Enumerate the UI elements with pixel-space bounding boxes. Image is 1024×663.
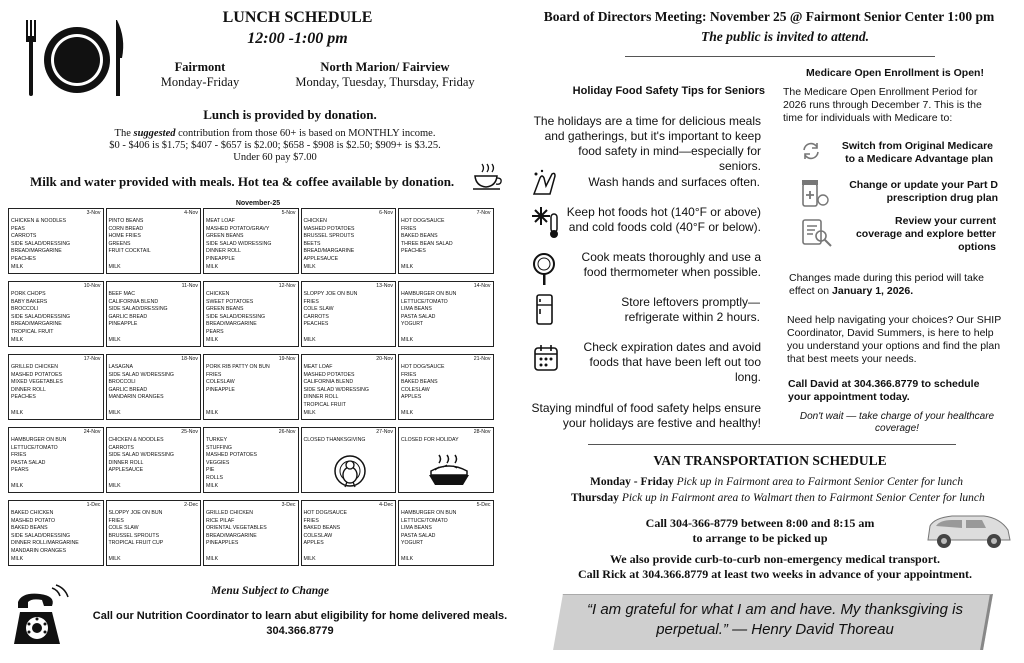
menu-item: BEETS xyxy=(303,240,321,247)
calendar-day-cell xyxy=(8,354,104,420)
menu-item: FRIES xyxy=(206,371,222,378)
public-invite-line: The public is invited to attend. xyxy=(701,29,869,44)
calendar-day-cell xyxy=(301,208,397,274)
calendar-day-cell xyxy=(301,500,397,566)
milk-label: MILK xyxy=(303,264,316,271)
calendar-date: 20-Nov xyxy=(376,356,393,362)
calendar-day-cell xyxy=(398,281,494,347)
milk-label: MILK xyxy=(11,264,24,271)
menu-items xyxy=(206,510,296,548)
menu-item: MEAT LOAF xyxy=(303,364,333,370)
menu-item: GREEN BEANS xyxy=(206,233,244,240)
milk-label: MILK xyxy=(108,410,121,417)
menu-item: CALIFORNIA BLEND xyxy=(108,298,159,305)
menu-items xyxy=(304,218,394,264)
refrigerator-icon xyxy=(535,294,555,331)
lunch-time: 12:00 -1:00 pm xyxy=(247,30,348,47)
switch-arrows-icon xyxy=(800,140,822,167)
location-north-marion xyxy=(285,60,485,90)
menu-item: GREENS xyxy=(108,240,131,247)
menu-item: LETTUCE/TOMATO xyxy=(401,298,448,305)
menu-item: PORK RIB PATTY ON BUN xyxy=(206,364,270,370)
menu-item: COLE SLAW xyxy=(303,306,334,313)
menu-item: BROCCOLI xyxy=(11,306,39,313)
location-fairmont xyxy=(140,60,260,90)
milk-label: MILK xyxy=(303,337,316,344)
medicare-title: Medicare Open Enrollment is Open! xyxy=(806,67,984,79)
menu-item: SIDE SALAD W/DRESSING xyxy=(206,240,272,247)
menu-item: LASAGNA xyxy=(108,364,134,370)
menu-item: PEACHES xyxy=(11,255,36,262)
menu-item: HOT DOG/SAUCE xyxy=(401,364,445,370)
menu-item: PINEAPPLES xyxy=(206,540,239,547)
menu-item: PIE xyxy=(206,467,215,474)
calendar-date: 3-Dec xyxy=(281,502,296,508)
menu-item: STUFFING xyxy=(206,444,232,451)
calendar-date: 28-Nov xyxy=(473,429,491,435)
menu-item: SWEET POTATOES xyxy=(206,298,254,305)
menu-item: MASHED POTATOES xyxy=(303,371,355,378)
menu-item: PEARS xyxy=(11,467,29,474)
under-60-line: Under 60 pay $7.00 xyxy=(233,152,317,163)
menu-item: PASTA SALAD xyxy=(401,313,436,320)
van-call xyxy=(620,516,900,546)
menu-items xyxy=(11,437,101,475)
menu-item: FRIES xyxy=(303,517,319,524)
menu-item: SIDE SALAD W/DRESSING xyxy=(303,386,369,393)
menu-item: TURKEY xyxy=(206,437,228,443)
milk-label: MILK xyxy=(206,337,219,344)
menu-item: PEARS xyxy=(206,328,224,335)
menu-item: GARLIC BREAD xyxy=(108,313,148,320)
menu-item: BAKED BEANS xyxy=(303,525,341,532)
calendar-day-cell xyxy=(301,281,397,347)
menu-items xyxy=(109,510,199,548)
menu-item: HAMBURGER ON BUN xyxy=(401,291,457,297)
calendar-month-label: November-25 xyxy=(235,200,281,207)
calendar-date: 26-Nov xyxy=(278,429,296,435)
menu-item: VEGGIES xyxy=(206,459,230,466)
food-safety-closing: Staying mindful of food safety helps ensure your holidays are festive and healthy! xyxy=(531,401,761,430)
menu-item: HOME FRIES xyxy=(108,233,141,240)
medicare-item-part-d: Change or update your Part D prescription drug plan xyxy=(849,179,998,204)
divider-van xyxy=(588,444,956,445)
menu-item: TROPICAL FRUIT CUP xyxy=(108,540,164,547)
menu-item: MASHED POTATOES xyxy=(206,452,258,459)
location-fairmont-days: Monday-Friday xyxy=(160,75,240,89)
menu-item: BAKED BEANS xyxy=(401,233,438,240)
menu-items xyxy=(401,437,491,445)
calendar-day-cell xyxy=(203,354,299,420)
calendar-day-cell xyxy=(106,208,202,274)
tip-hot-cold: Keep hot foods hot (140°F or above) and cold foods cold (40°F or below). xyxy=(566,205,761,234)
menu-items xyxy=(109,364,199,402)
contribution-line: The suggested contribution from those 60+ is based on MONTHLY income. xyxy=(114,128,436,139)
menu-item: APPLESAUCE xyxy=(108,467,144,474)
milk-label: MILK xyxy=(401,264,414,271)
menu-item: CARROTS xyxy=(11,233,37,240)
calendar-date: 13-Nov xyxy=(376,283,393,289)
calendar-date: 5-Nov xyxy=(281,210,296,216)
menu-item: PEACHES xyxy=(303,321,329,328)
food-safety-title: Holiday Food Safety Tips for Seniors xyxy=(572,85,765,97)
calendar-date: 17-Nov xyxy=(83,356,101,362)
menu-item: MASHED POTATOES xyxy=(11,371,63,378)
menu-item: BRUSSEL SPROUTS xyxy=(303,233,355,240)
milk-label: MILK xyxy=(303,556,316,563)
medicare-help: Need help navigating your choices? Our SHIP Coordinator, David Summers, is here to help you understand your options and find the plan that best meets your needs. xyxy=(787,314,1002,365)
menu-items xyxy=(11,510,101,556)
milk-label: MILK xyxy=(206,410,219,417)
menu-item: MEAT LOAF xyxy=(206,218,235,224)
menu-item: YOGURT xyxy=(401,540,424,547)
menu-item: FRIES xyxy=(108,517,124,524)
menu-item: PASTA SALAD xyxy=(11,459,46,466)
menu-item: DINNER ROLL xyxy=(303,394,339,401)
pie-icon xyxy=(427,453,471,493)
menu-item: CORN BREAD xyxy=(108,225,144,232)
location-north-marion-name: North Marion/ Fairview xyxy=(320,60,450,74)
turkey-icon xyxy=(330,453,370,493)
hand-wash-icon xyxy=(530,168,560,203)
menu-item: TROPICAL FRUIT xyxy=(11,328,54,335)
tip-wash-hands: Wash hands and surfaces often. xyxy=(588,175,760,189)
menu-item: BAKED BEANS xyxy=(11,525,48,532)
menu-items xyxy=(304,291,394,329)
menu-item: COLESLAW xyxy=(206,379,235,386)
menu-item: BEEF MAC xyxy=(108,291,136,297)
menu-item: BROCCOLI xyxy=(108,379,136,386)
menu-items xyxy=(401,510,491,548)
calendar-day-cell xyxy=(8,208,104,274)
menu-item: CLOSED THANKSGIVING xyxy=(303,437,366,443)
calendar-day-cell xyxy=(398,208,494,274)
menu-item: SLOPPY JOE ON BUN xyxy=(108,510,163,516)
nutrition-coordinator-note xyxy=(75,609,525,639)
calendar-icon xyxy=(533,344,559,377)
menu-item: DINNER ROLL xyxy=(206,248,241,255)
milk-label: MILK xyxy=(108,556,121,563)
calendar-day-cell xyxy=(301,427,397,493)
milk-label: MILK xyxy=(206,483,219,490)
menu-item: BREAD/MARGARINE xyxy=(11,321,62,328)
menu-item: SIDE SALAD/DRESSING xyxy=(108,306,168,313)
menu-item: BAKED BEANS xyxy=(401,379,438,386)
menu-item: SIDE SALAD W/DRESSING xyxy=(108,371,174,378)
menu-item: HOT DOG/SAUCE xyxy=(401,218,445,224)
menu-subject-note: Menu Subject to Change xyxy=(211,585,329,597)
menu-items xyxy=(206,218,296,264)
menu-item: ROLLS xyxy=(206,474,224,481)
van-schedule-mon-fri: Monday - Friday Pick up in Fairmont area to Fairmont Senior Center for lunch xyxy=(590,476,963,488)
menu-items xyxy=(304,437,394,445)
medicare-dont-wait: Don't wait — take charge of your healthcare coverage! xyxy=(799,411,995,434)
menu-item: COLESLAW xyxy=(303,532,333,539)
thoreau-quote: “I am grateful for what I am and have. My thanksgiving is perpetual.” — Henry David Thoreau xyxy=(586,601,963,638)
calendar-day-cell xyxy=(106,427,202,493)
calendar-day-cell xyxy=(398,427,494,493)
menu-items xyxy=(206,291,296,337)
menu-item: MANDARIN ORANGES xyxy=(108,394,164,401)
menu-item: MANDARIN ORANGES xyxy=(11,547,67,554)
milk-label: MILK xyxy=(108,337,121,344)
van-call-line2: to arrange to be picked up xyxy=(692,531,828,545)
calendar-date: 7-Nov xyxy=(476,210,491,216)
van-title: VAN TRANSPORTATION SCHEDULE xyxy=(653,453,887,468)
menu-item: CLOSED FOR HOLIDAY xyxy=(401,437,459,443)
calendar-date: 19-Nov xyxy=(278,356,296,362)
menu-item: SIDE SALAD W/DRESSING xyxy=(108,452,174,459)
milk-label: MILK xyxy=(108,264,121,271)
menu-items xyxy=(304,364,394,410)
milk-label: MILK xyxy=(11,556,24,563)
menu-items xyxy=(401,364,491,402)
menu-item: ORIENTAL VEGETABLES xyxy=(206,525,267,532)
medical-line2: Call Rick at 304.366.8779 at least two weeks in advance of your appointment. xyxy=(577,567,973,581)
menu-item: CHICKEN & NOODLES xyxy=(11,218,67,224)
menu-items xyxy=(401,218,491,256)
menu-item: FRUIT COCKTAIL xyxy=(108,248,151,255)
menu-items xyxy=(206,437,296,483)
calendar-day-cell xyxy=(8,500,104,566)
menu-item: DINNER ROLL xyxy=(108,459,144,466)
calendar-day-cell xyxy=(106,354,202,420)
menu-item: GRILLED CHICKEN xyxy=(11,364,58,370)
menu-items xyxy=(109,218,199,256)
menu-item: APPLESAUCE xyxy=(303,255,339,262)
menu-item: FRIES xyxy=(11,452,27,459)
calendar-date: 27-Nov xyxy=(376,429,393,435)
menu-item: GARLIC BREAD xyxy=(108,386,148,393)
medicare-item-switch: Switch from Original Medicare to a Medicare Advantage plan xyxy=(841,140,993,165)
location-north-marion-days: Monday, Tuesday, Thursday, Friday xyxy=(295,75,475,89)
medical-line1: We also provide curb-to-curb non-emergency medical transport. xyxy=(609,552,941,566)
calendar-date: 4-Nov xyxy=(184,210,198,216)
menu-item: SIDE SALAD/DRESSING xyxy=(206,313,266,320)
menu-items xyxy=(401,291,491,329)
calendar-day-cell xyxy=(301,354,397,420)
menu-item: HAMBURGER ON BUN xyxy=(401,510,457,516)
menu-item: BREAD/MARGARINE xyxy=(206,321,257,328)
medical-transport xyxy=(540,552,1010,582)
milk-label: MILK xyxy=(206,556,219,563)
coffee-cup-icon xyxy=(472,162,504,197)
menu-item: DINNER ROLL xyxy=(11,386,46,393)
nutrition-line: Call our Nutrition Coordinator to learn abut eligibility for home delivered meals. xyxy=(92,610,508,622)
menu-item: PINTO BEANS xyxy=(108,218,144,224)
menu-item: BRUSSEL SPROUTS xyxy=(108,532,160,539)
calendar-day-cell xyxy=(106,281,202,347)
menu-item: MASHED POTATO xyxy=(11,517,56,524)
calendar-date: 25-Nov xyxy=(181,429,198,435)
milk-label: MILK xyxy=(401,556,414,563)
menu-item: MIXED VEGETABLES xyxy=(11,379,63,386)
medicare-intro: The Medicare Open Enrollment Period for 2026 runs through December 7. This is the time for individuals with Medicare to: xyxy=(783,86,982,124)
milk-label: MILK xyxy=(401,410,414,417)
calendar-day-cell xyxy=(203,500,299,566)
lunch-calendar xyxy=(8,208,510,576)
menu-item: BREAD/MARGARINE xyxy=(206,532,257,539)
calendar-day-cell xyxy=(398,500,494,566)
menu-items xyxy=(11,291,101,337)
menu-item: LIMA BEANS xyxy=(401,525,432,532)
menu-items xyxy=(206,364,296,394)
menu-item: MASHED POTATOES xyxy=(303,225,355,232)
menu-item: CHICKEN xyxy=(206,291,230,297)
van-schedule-thursday: Thursday Pick up in Fairmont area to Walmart then to Fairmont Senior Center for lunch xyxy=(571,492,985,504)
menu-item: BREAD/MARGARINE xyxy=(11,248,62,255)
location-fairmont-name: Fairmont xyxy=(174,60,226,74)
van-call-line1: Call 304-366-8779 between 8:00 and 8:15 am xyxy=(645,516,875,530)
calendar-date: 5-Dec xyxy=(476,502,491,508)
menu-items xyxy=(11,364,101,402)
menu-item: SIDE SALAD/DRESSING xyxy=(11,240,71,247)
calendar-day-cell xyxy=(8,427,104,493)
calendar-date: 4-Dec xyxy=(379,502,393,508)
menu-item: FRIES xyxy=(401,225,417,232)
menu-item: PORK CHOPS xyxy=(11,291,46,297)
menu-item: SLOPPY JOE ON BUN xyxy=(303,291,358,297)
calendar-date: 24-Nov xyxy=(83,429,101,435)
plate-fork-knife-icon xyxy=(22,18,132,98)
menu-item: LIMA BEANS xyxy=(401,306,432,313)
menu-item: THREE BEAN SALAD xyxy=(401,240,453,247)
menu-item: PEACHES xyxy=(401,248,426,255)
milk-water-line: Milk and water provided with meals. Hot tea & coffee available by donation. xyxy=(30,174,455,189)
divider-top xyxy=(625,56,935,57)
calendar-day-cell xyxy=(106,500,202,566)
calendar-date: 1-Dec xyxy=(86,502,101,508)
milk-label: MILK xyxy=(11,483,24,490)
milk-label: MILK xyxy=(401,337,414,344)
donation-heading: Lunch is provided by donation. xyxy=(203,107,377,122)
calendar-date: 14-Nov xyxy=(473,283,491,289)
menu-item: COLE SLAW xyxy=(108,525,139,532)
prescription-icon xyxy=(801,178,829,213)
calendar-date: 2-Dec xyxy=(184,502,198,508)
menu-item: DINNER ROLL/MARGARINE xyxy=(11,540,79,547)
menu-item: HOT DOG/SAUCE xyxy=(303,510,347,516)
menu-item: RICE PILAF xyxy=(206,517,235,524)
medicare-effect: Changes made during this period will take effect on January 1, 2026. xyxy=(789,272,984,297)
calendar-day-cell xyxy=(398,354,494,420)
nutrition-phone: 304.366.8779 xyxy=(266,625,334,637)
review-document-icon xyxy=(801,218,833,253)
menu-item: GREEN BEANS xyxy=(206,306,244,313)
menu-item: YOGURT xyxy=(401,321,424,328)
menu-items xyxy=(109,437,199,475)
menu-item: HAMBURGER ON BUN xyxy=(11,437,67,443)
milk-label: MILK xyxy=(206,264,219,271)
menu-item: LETTUCE/TOMATO xyxy=(11,444,58,451)
tip-cook-meats: Cook meats thoroughly and use a food thermometer when possible. xyxy=(581,250,761,279)
board-meeting-line: Board of Directors Meeting: November 25 @ Fairmont Senior Center 1:00 pm xyxy=(543,9,995,24)
tip-leftovers: Store leftovers promptly— refrigerate within 2 hours. xyxy=(621,295,760,324)
calendar-day-cell xyxy=(203,281,299,347)
temperature-icon xyxy=(531,206,563,245)
menu-item: APPLES xyxy=(401,394,422,401)
menu-item: LETTUCE/TOMATO xyxy=(401,517,448,524)
menu-item: MASHED POTATO/GRAVY xyxy=(206,225,270,232)
menu-item: SIDE SALAD/DRESSING xyxy=(11,313,71,320)
calendar-date: 6-Nov xyxy=(379,210,393,216)
menu-item: GRILLED CHICKEN xyxy=(206,510,253,516)
menu-item: APPLES xyxy=(303,540,324,547)
medicare-call: Call David at 304.366.8779 to schedule your appointment today. xyxy=(788,378,980,403)
lunch-schedule-title: LUNCH SCHEDULE xyxy=(222,9,373,26)
food-safety-intro: The holidays are a time for delicious meals and gatherings, but it's important to keep food safety in mind—especially for seniors. xyxy=(533,114,761,173)
milk-label: MILK xyxy=(303,410,316,417)
calendar-date: 21-Nov xyxy=(473,356,491,362)
menu-item: CALIFORNIA BLEND xyxy=(303,379,354,386)
calendar-date: 18-Nov xyxy=(181,356,198,362)
menu-item: SIDE SALAD/DRESSING xyxy=(11,532,71,539)
calendar-day-cell xyxy=(203,427,299,493)
menu-item: CHICKEN xyxy=(303,218,327,224)
calendar-date: 11-Nov xyxy=(181,283,198,289)
calendar-date: 12-Nov xyxy=(278,283,296,289)
milk-label: MILK xyxy=(11,337,24,344)
menu-item: CARROTS xyxy=(108,444,134,451)
milk-label: MILK xyxy=(11,410,24,417)
medicare-item-review: Review your current coverage and explore better options xyxy=(855,215,996,253)
milk-label: MILK xyxy=(108,483,121,490)
calendar-date: 10-Nov xyxy=(83,283,101,289)
menu-item: COLESLAW xyxy=(401,386,430,393)
menu-item: FRIES xyxy=(303,298,319,305)
menu-items xyxy=(109,291,199,329)
menu-item: BREAD/MARGARINE xyxy=(303,248,355,255)
van-image xyxy=(922,510,1012,557)
menu-item: CHICKEN & NOODLES xyxy=(108,437,164,443)
calendar-day-cell xyxy=(203,208,299,274)
menu-items xyxy=(304,510,394,548)
calendar-date: 3-Nov xyxy=(86,210,101,216)
menu-item: BABY BAKERS xyxy=(11,298,48,305)
income-line: $0 - $406 is $1.75; $407 - $657 is $2.00; $658 - $908 is $2.50; $909+ is $3.25. xyxy=(109,140,441,151)
menu-item: PEAS xyxy=(11,225,25,232)
menu-items xyxy=(11,218,101,264)
menu-item: BAKED CHICKEN xyxy=(11,510,54,516)
telephone-icon xyxy=(12,584,72,657)
thermometer-icon xyxy=(532,252,558,291)
contribution-info xyxy=(70,128,480,164)
menu-item: FRIES xyxy=(401,371,417,378)
menu-item: PINEAPPLE xyxy=(108,321,138,328)
calendar-day-cell xyxy=(8,281,104,347)
menu-item: CARROTS xyxy=(303,313,329,320)
menu-item: PINEAPPLE xyxy=(206,386,235,393)
menu-item: PEACHES xyxy=(11,394,36,401)
menu-item: PINEAPPLE xyxy=(206,255,235,262)
tip-expiration: Check expiration dates and avoid foods that have been left out too long. xyxy=(583,340,761,384)
menu-item: TROPICAL FRUIT xyxy=(303,401,346,408)
menu-item: PASTA SALAD xyxy=(401,532,436,539)
